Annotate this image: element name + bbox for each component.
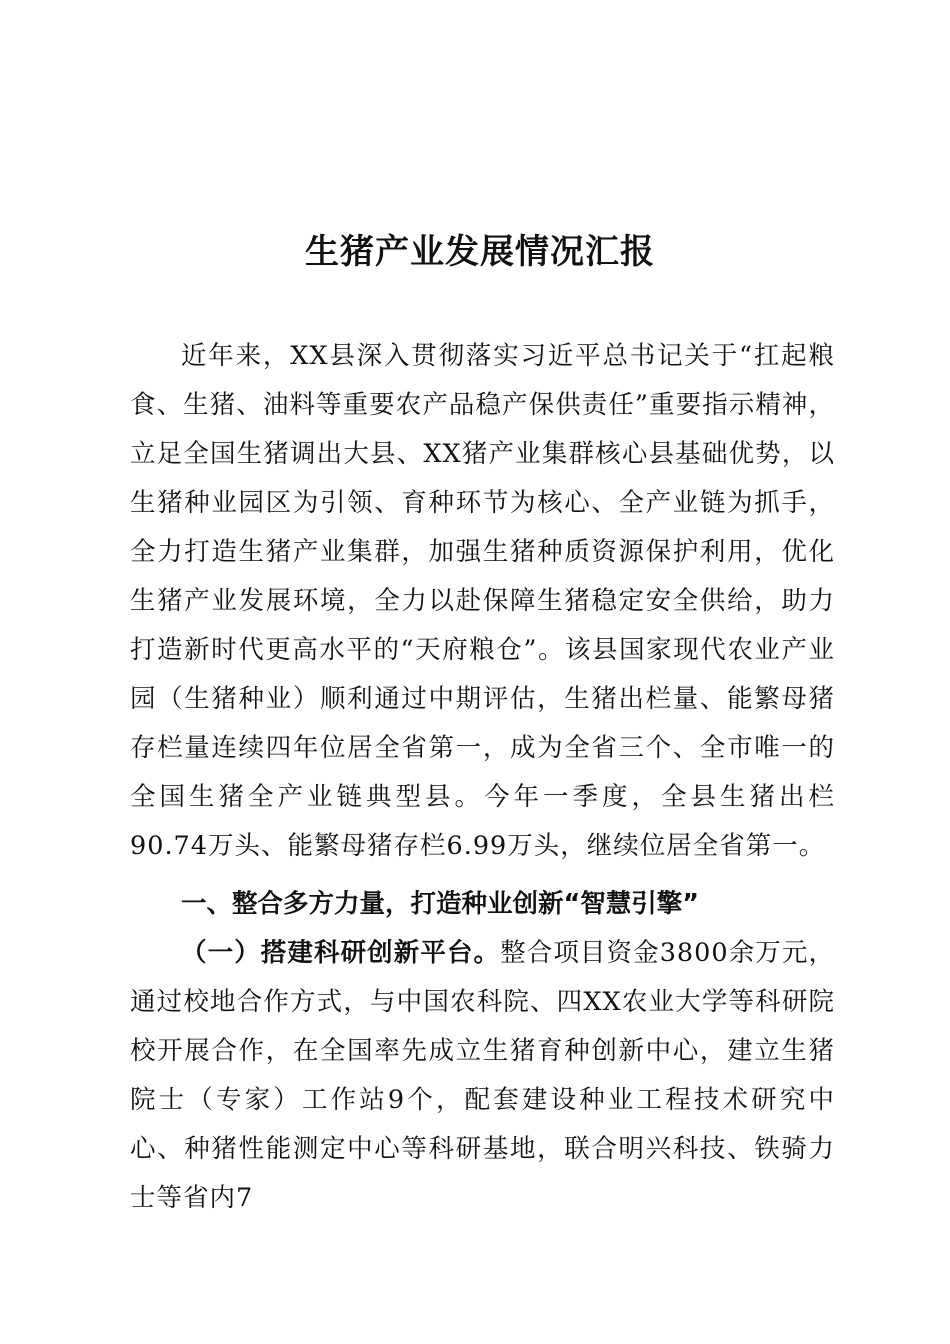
document-title: 生猪产业发展情况汇报 xyxy=(305,232,655,272)
subsection-paragraph-1 xyxy=(130,929,835,1223)
subsection-lead-1: （一）搭建科研创新平台。 xyxy=(181,938,501,968)
intro-paragraph: 近年来，XX县深入贯彻落实习近平总书记关于“扛起粮食、生猪、油料等重要农产品稳产保供责任”重要指示精神，立足全国生猪调出大县、XX猪产业集群核心县基础优势，以生猪种业园区为引领、育种环节为核心、全产业链为抓手，全力打造生猪产业集群，加强生猪种质资源保护利用，优化生猪产业发展环境，全力以赴保障生猪稳定安全供给，助力打造新时代更高水平的“天府粮仓”。该县国家现代农业产业园（生猪种业）顺利通过中期评估，生猪出栏量、能繁母猪存栏量连续四年位居全省第一，成为全省三个、全市唯一的全国生猪全产业链典型县。今年一季度，全县生猪出栏90.74万头、能繁母猪存栏6.99万头，继续位居全省第一。 xyxy=(130,341,835,861)
subsection-text-1: 整合项目资金3800余万元，通过校地合作方式，与中国农科院、四XX农业大学等科研院校开展合作，在全国率先成立生猪育种创新中心，建立生猪院士（专家）工作站9个，配套建设种业工程技术研究中心、种猪性能测定中心等科研基地，联合明兴科技、铁骑力士等省内7 xyxy=(130,938,835,1213)
section-heading-1: 一、整合多方力量，打造种业创新“智慧引擎” xyxy=(181,889,700,919)
